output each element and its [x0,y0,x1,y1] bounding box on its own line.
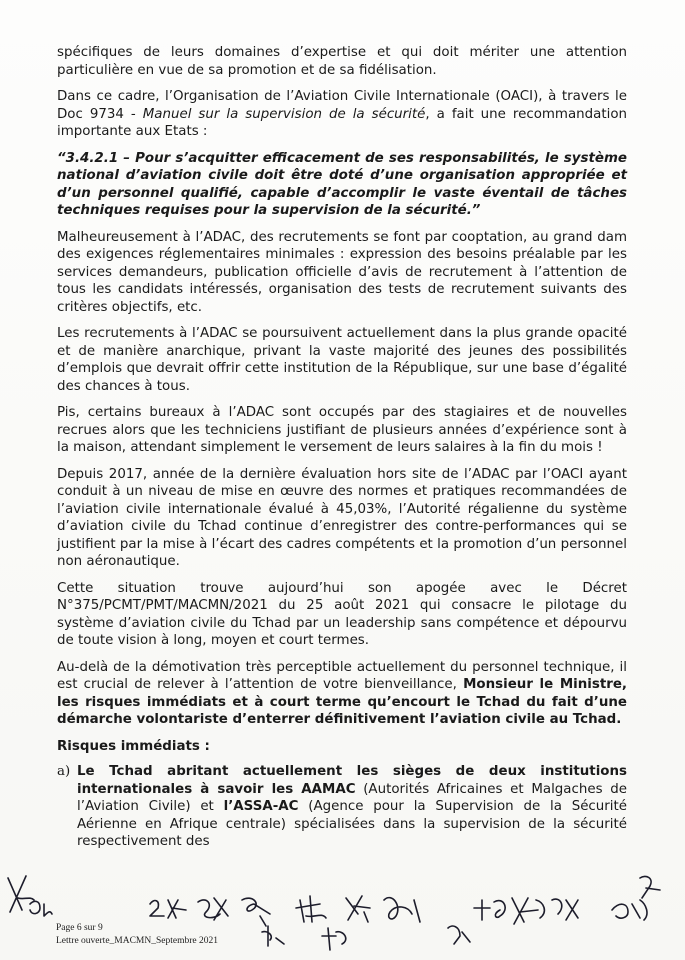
signature-mark-9 [346,896,370,922]
list-marker: a) [57,764,71,779]
section-heading: Risques immédiats : [57,738,210,754]
signature-mark-5 [242,898,270,926]
signature-mark-7 [296,896,326,922]
signature-mark-10 [384,898,420,922]
paragraph-2-text-a: Dans ce cadre, l’Organisation de l’Aviation Civile Internationale (OACI), à travers le Doc 9734 - [57,89,627,122]
signature-mark-6 [262,926,284,946]
paragraph-1: spécifiques de leurs domaines d’expertise et qui doit mériter une attention particulière en vue de sa promotion et de sa fidélisation. [57,45,627,78]
paragraph-8 [57,659,627,729]
paragraph-2-text-b: , a fait une recommandation importante aux Etats : [57,106,628,139]
paragraph-8-text: Au-delà de la démotivation très perceptible actuellement du personnel technique, il est crucial de relever à l’attention de votre bienveillance, [57,659,627,692]
letter-body [57,44,627,851]
paragraph-4: Les recrutements à l’ADAC se poursuivent actuellement dans la plus grande opacité et de manière anarchique, privant la vaste majorité des jeunes des possibilités d’emplois que devrait offrir cette institution de la République, sur une base d’égalité des chances à tous. [57,326,627,394]
signature-mark-2 [30,901,52,916]
signature-mark-1 [8,876,34,912]
list-item-a [57,763,627,851]
paragraph-2 [57,88,627,141]
signature-mark-4 [198,898,228,920]
paragraph-7: Cette situation trouve aujourd’hui son apogée avec le Décret N°375/PCMT/PMT/MACMN/2021 du 25 août 2021 qui consacre le pilotage du système d’aviation civile du Tchad par un leadership sans compétence et dépourvu de toute vision à long, moyen et court termes. [57,580,627,648]
signature-mark-14 [552,899,578,920]
paragraph-6: Depuis 2017, année de la dernière évaluation hors site de l’ADAC par l’OACI ayant conduit à un niveau de mise en œuvre des normes et pratiques recommandées de l’aviation civile internationale évalué à 45,03%, l’Autorité régalienne du système d’aviation civile du Tchad continue d’enregistrer des contre-performances qui se justifient par la mise à l’écart des cadres compétents et la promotion d’un personnel non aéronautique. [57,466,627,569]
paragraph-5: Pis, certains bureaux à l’ADAC sont occupés par des stagiaires et de nouvelles recrues alors que les techniciens justifiant de plusieurs années d’expérience sont à la maison, attendant simplement le versement de leurs salaires à la fin du mois ! [57,405,627,455]
signature-mark-8 [322,928,346,950]
document-reference: Lettre ouverte_MACMN_Septembre 2021 [56,936,218,946]
doc-title-italic: Manuel sur la supervision de la sécurité [142,106,426,122]
signature-mark-13 [512,898,544,924]
item-a-text-1: (Autorités Africaines et Malgaches de l’Aviation Civile) et [77,781,627,814]
page-footer [56,922,218,948]
page-number: Page 6 sur 9 [56,923,103,933]
item-a-bold-2: l’ASSA-AC [223,799,299,814]
signature-mark-15 [612,900,647,920]
signature-mark-16 [640,876,660,898]
oaci-quote: “3.4.2.1 – Pour s’acquitter efficacement de ses responsabilités, le système national d’aviation civile doit être doté d’une organisation appropriée et d’un personnel qualifié, capable d’accomplir le vaste éventail de tâches techniques requises pour la supervision de la sécurité.” [57,150,627,218]
item-a-text-2: (Agence pour la Supervision de la Sécurité Aérienne en Afrique centrale) spécialisées dans la supervision de la sécurité respectivement des [77,799,627,849]
item-a-bold-1: Le Tchad abritant actuellement les sièges de deux institutions internationales à savoir les AAMAC [77,764,627,797]
paragraph-8-bold: Monsieur le Ministre, les risques immédiats et à court terme qu’encourt le Tchad du fait d’une démarche volontariste d’enterrer définitivement l’aviation civile au Tchad. [57,677,627,727]
paragraph-3: Malheureusement à l’ADAC, des recrutements se font par cooptation, au grand dam des exigences réglementaires minimales : expression des besoins préalable par les services demandeurs, publication officielle d’avis de recrutement à l’attention de tous les candidats intéressés, organisation des tests de recrutement suivants des critères objectifs, etc. [57,229,627,315]
list-item-content [77,763,627,851]
signature-mark-3 [150,900,186,918]
signature-mark-12 [474,900,505,920]
signature-mark-11 [448,926,470,944]
